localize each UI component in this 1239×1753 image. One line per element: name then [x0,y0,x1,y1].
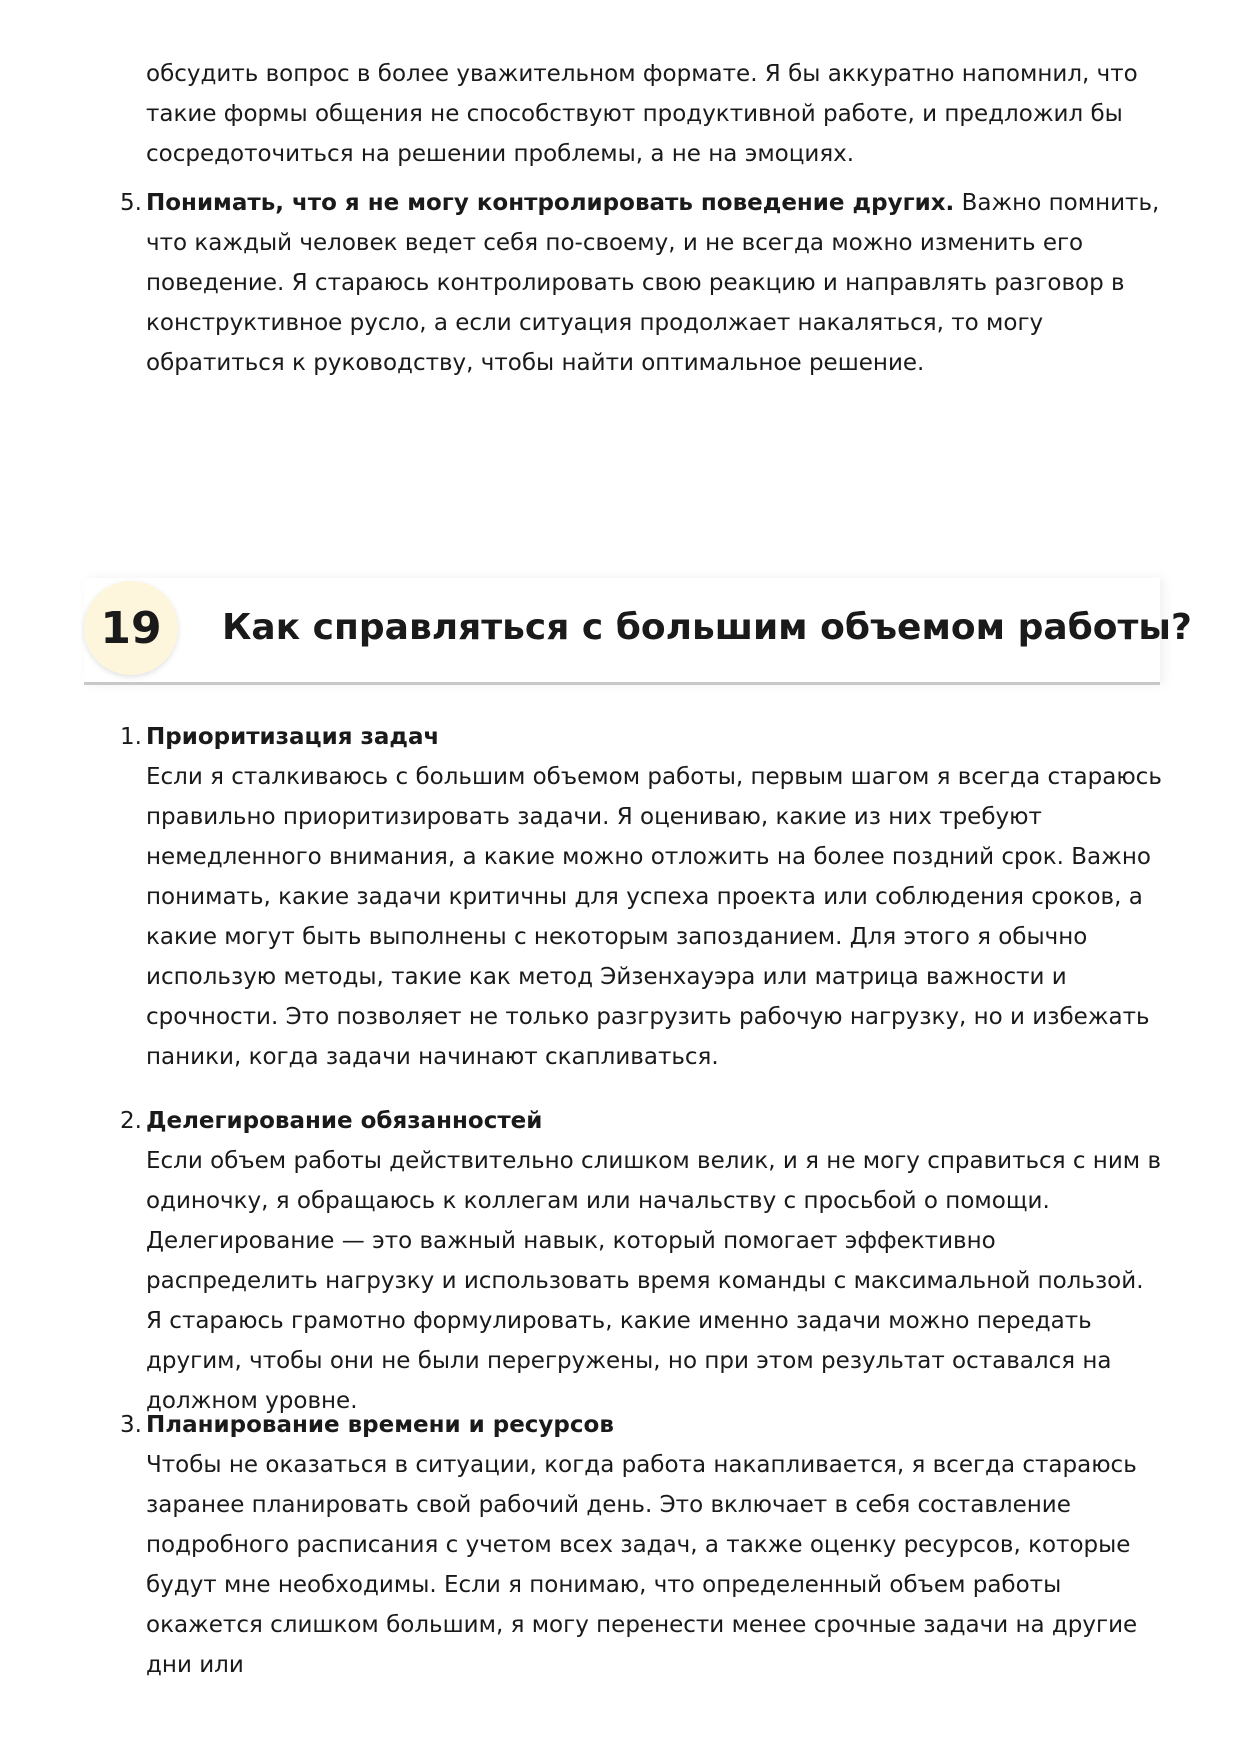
list-item-3 [120,1405,1166,1685]
list-item-title: Планирование времени и ресурсов [146,1412,614,1438]
section-number-badge: 19 [84,581,178,675]
list-item-1 [120,717,1166,1077]
list-item-5 [120,183,1166,383]
list-item-number: 5. [120,190,142,216]
list-item-body: Если я сталкиваюсь с большим объемом работы, первым шагом я всегда стараюсь правильно приоритизировать задачи. Я оцениваю, какие из них требуют немедленного внимания, а какие можно отложить на более поздний срок. Важно понимать, какие задачи критичны для успеха проекта или соблюдения сроков, а какие могут быть выполнены с некоторым запозданием. Для этого я обычно использую методы, такие как метод Эйзенхауэра или матрица важности и срочности. Это позволяет не только разгрузить рабочую нагрузку, но и избежать паники, когда задачи начинают скапливаться. [146,764,1162,1070]
list-item-number: 3. [120,1412,142,1438]
list-item-title: Понимать, что я не могу контролировать поведение других. [146,190,955,216]
list-item-number: 2. [120,1108,142,1134]
list-item-body: Важно помнить, что каждый человек ведет себя по-своему, и не всегда можно изменить его поведение. Я стараюсь контролировать свою реакцию и направлять разговор в конструктивное русло, а если ситуация продолжает накаляться, то могу обратиться к руководству, чтобы найти оптимальное решение. [146,190,1160,376]
list-item-title: Делегирование обязанностей [146,1108,543,1134]
list-item-body: Чтобы не оказаться в ситуации, когда работа накапливается, я всегда стараюсь заранее планировать свой рабочий день. Это включает в себя составление подробного расписания с учетом всех задач, а также оценку ресурсов, которые будут мне необходимы. Если я понимаю, что определенный объем работы окажется слишком большим, я могу перенести менее срочные задачи на другие дни или [146,1452,1138,1678]
list-item-body: Если объем работы действительно слишком велик, и я не могу справиться с ним в одиночку, я обращаюсь к коллегам или начальству с просьбой о помощи. Делегирование — это важный навык, который помогает эффективно распределить нагрузку и использовать время команды с максимальной пользой. Я стараюсь грамотно формулировать, какие именно задачи можно передать другим, чтобы они не были перегружены, но при этом результат оставался на должном уровне. [146,1148,1161,1414]
section-header [84,578,1192,685]
list-item-title: Приоритизация задач [146,724,440,750]
section-title: Как справляться с большим объемом работы? [222,607,1192,648]
list-item-number: 1. [120,724,142,750]
intro-paragraph: обсудить вопрос в более уважительном формате. Я бы аккуратно напомнил, что такие формы общения не способствуют продуктивной работе, и предложил бы сосредоточиться на решении проблемы, а не на эмоциях. [146,61,1138,167]
list-item-2 [120,1101,1166,1421]
